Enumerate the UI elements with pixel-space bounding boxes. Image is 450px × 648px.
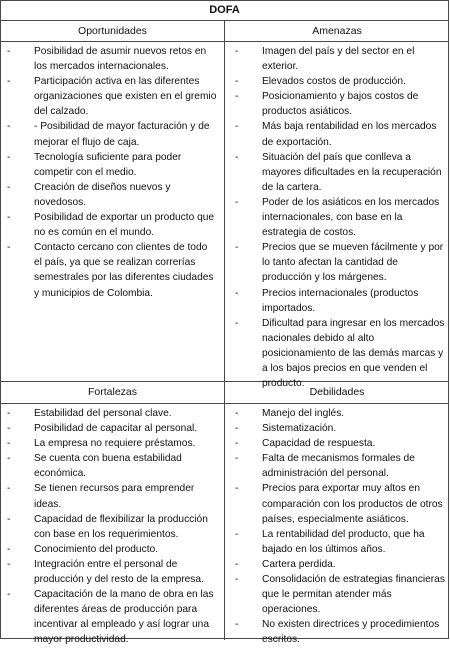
list-item	[1, 481, 217, 511]
table-title: DOFA	[1, 1, 448, 21]
bullet-dash: -	[7, 242, 11, 254]
list-item-text: Precios para exportar muy altos en comparación con los productos de otros países, especialmente asiáticos.	[262, 483, 443, 525]
bullet-dash: -	[7, 438, 11, 450]
cell-amenazas	[229, 44, 447, 391]
cell-fortalezas	[1, 406, 217, 648]
list-item	[229, 150, 447, 195]
list-item	[229, 316, 447, 391]
list-item-text: Estabilidad del personal clave.	[34, 408, 172, 419]
list-item	[1, 587, 217, 647]
list-item	[229, 286, 447, 316]
bullet-dash: -	[7, 408, 11, 419]
bullet-dash: -	[7, 181, 11, 193]
list-item	[1, 210, 217, 240]
list-item-text: Precios internacionales (productos importados.	[262, 287, 419, 314]
bullet-dash: -	[7, 423, 11, 435]
list-item	[1, 180, 217, 210]
list-item-text: Se tienen recursos para emprender ideas.	[34, 483, 195, 510]
bullet-dash: -	[7, 453, 11, 465]
list-item	[229, 436, 447, 451]
header-debilidades: Debilidades	[309, 386, 365, 398]
list-item	[1, 436, 217, 451]
bullet-dash: -	[235, 242, 239, 254]
bullet-dash: -	[235, 408, 239, 419]
bullet-dash: -	[7, 589, 11, 601]
bullet-dash: -	[7, 558, 11, 570]
list-item	[229, 119, 447, 149]
bullet-dash: -	[235, 574, 239, 586]
bullet-dash: -	[7, 212, 11, 224]
list-item-text: Situación del país que conlleva a mayores dificultades en la recuperación de la cartera.	[262, 151, 442, 193]
bullet-dash: -	[235, 453, 239, 465]
list-item-text: Falta de mecanismos formales de administración del personal.	[262, 453, 415, 480]
bullet-dash: -	[235, 619, 239, 631]
bullet-dash: -	[235, 317, 239, 329]
bullet-dash: -	[235, 483, 239, 495]
list-item	[229, 44, 447, 74]
bullet-dash: -	[235, 438, 239, 450]
header-amenazas: Amenazas	[312, 25, 362, 37]
header-oportunidades: Oportunidades	[78, 25, 147, 37]
bullet-dash: -	[235, 46, 239, 57]
list-item	[1, 240, 217, 300]
list-item	[229, 74, 447, 89]
bullet-dash: -	[235, 287, 239, 299]
list-item	[229, 572, 447, 617]
list-item-text: - Posibilidad de mayor facturación y de mejorar el flujo de caja.	[34, 121, 210, 148]
list-item	[229, 557, 447, 572]
list-item-text: Imagen del país y del sector en el exterior.	[262, 46, 415, 73]
column-divider	[224, 20, 225, 640]
list-item-text: Manejo del inglés.	[262, 408, 345, 419]
list-item	[229, 195, 447, 240]
bullet-dash: -	[235, 151, 239, 163]
header-divider-bottom	[1, 403, 448, 404]
bullet-dash: -	[235, 558, 239, 570]
list-item	[229, 617, 447, 647]
list-item	[1, 406, 217, 421]
list-item	[229, 527, 447, 557]
list-item-text: Dificultad para ingresar en los mercados nacionales debido al alto posicionamiento de las demás marcas y a los bajos precios en que venden el producto.	[262, 317, 445, 390]
list-fortalezas	[1, 406, 217, 648]
bullet-dash: -	[7, 76, 11, 88]
bullet-dash: -	[235, 121, 239, 133]
list-item	[1, 512, 217, 542]
list-item	[229, 89, 447, 119]
list-item-text: Sistematización.	[262, 423, 337, 435]
list-item-text: Cartera perdida.	[262, 558, 336, 570]
list-item	[1, 421, 217, 436]
list-item-text: Capacidad de respuesta.	[262, 438, 376, 450]
list-item-text: Posibilidad de capacitar al personal.	[34, 423, 198, 435]
list-item	[1, 119, 217, 149]
list-item-text: La empresa no requiere préstamos.	[34, 438, 196, 450]
list-oportunidades	[1, 44, 217, 301]
bullet-dash: -	[7, 151, 11, 163]
list-amenazas	[229, 44, 447, 391]
list-item-text: La rentabilidad del producto, que ha bajado en los últimos años.	[262, 528, 425, 555]
list-item-text: Capacitación de la mano de obra en las diferentes áreas de producción para incentivar al empleado y así lograr una mayor productividad.	[34, 589, 214, 646]
list-item-text: Posibilidad de exportar un producto que no es común en el mundo.	[34, 212, 215, 239]
cell-debilidades	[229, 406, 447, 648]
list-item-text: Poder de los asiáticos en los mercados internacionales, con base en la estrategia de costos.	[262, 196, 440, 239]
list-item-text: Precios que se mueven fácilmente y por lo tanto afectan la cantidad de producción y los márgenes.	[262, 242, 444, 284]
list-item-text: Posicionamiento y bajos costos de productos asiáticos.	[262, 91, 419, 118]
bullet-dash: -	[235, 91, 239, 103]
list-item-text: Más baja rentabilidad en los mercados de exportación.	[262, 121, 437, 148]
list-item	[229, 451, 447, 481]
bullet-dash: -	[235, 76, 239, 88]
bullet-dash: -	[235, 423, 239, 435]
list-item-text: Contacto cercano con clientes de todo el país, ya que se realizan correrías semestrales por las diferentes ciudades y municipios de Colombia.	[34, 242, 214, 299]
bullet-dash: -	[235, 196, 239, 208]
list-item-text: Tecnología suficiente para poder competir con el medio.	[34, 151, 182, 178]
list-item-text: Posibilidad de asumir nuevos retos en los mercados internacionales.	[34, 46, 207, 73]
list-item-text: Conocimiento del producto.	[34, 543, 159, 555]
list-item	[1, 542, 217, 557]
list-item-text: Creación de diseños nuevos y novedosos.	[34, 181, 171, 208]
list-item	[1, 557, 217, 587]
bullet-dash: -	[7, 121, 11, 133]
bullet-dash: -	[7, 483, 11, 495]
list-item-text: Elevados costos de producción.	[262, 76, 406, 88]
list-item-text: Integración entre el personal de producción y del resto de la empresa.	[34, 558, 204, 586]
bullet-dash: -	[7, 46, 11, 57]
bullet-dash: -	[235, 528, 239, 540]
list-item-text: Se cuenta con buena estabilidad económica.	[34, 453, 182, 480]
list-item-text: Participación activa en las diferentes organizaciones que existen en el gremio del calzado.	[34, 76, 217, 118]
list-item	[1, 44, 217, 74]
list-item-text: Consolidación de estrategias financieras que le permitan atender más operaciones.	[262, 574, 445, 616]
list-item-text: Capacidad de flexibilizar la producción con base en los requerimientos.	[34, 513, 208, 540]
list-item	[229, 421, 447, 436]
list-debilidades	[229, 406, 447, 648]
bullet-dash: -	[7, 513, 11, 525]
list-item	[229, 481, 447, 526]
list-item	[1, 150, 217, 180]
list-item	[229, 240, 447, 285]
header-fortalezas: Fortalezas	[87, 386, 138, 398]
list-item	[1, 74, 217, 119]
cell-oportunidades	[1, 44, 217, 301]
bullet-dash: -	[7, 543, 11, 555]
list-item	[1, 451, 217, 481]
list-item	[229, 406, 447, 421]
list-item-text: No existen directrices y procedimientos escritos.	[262, 619, 440, 646]
